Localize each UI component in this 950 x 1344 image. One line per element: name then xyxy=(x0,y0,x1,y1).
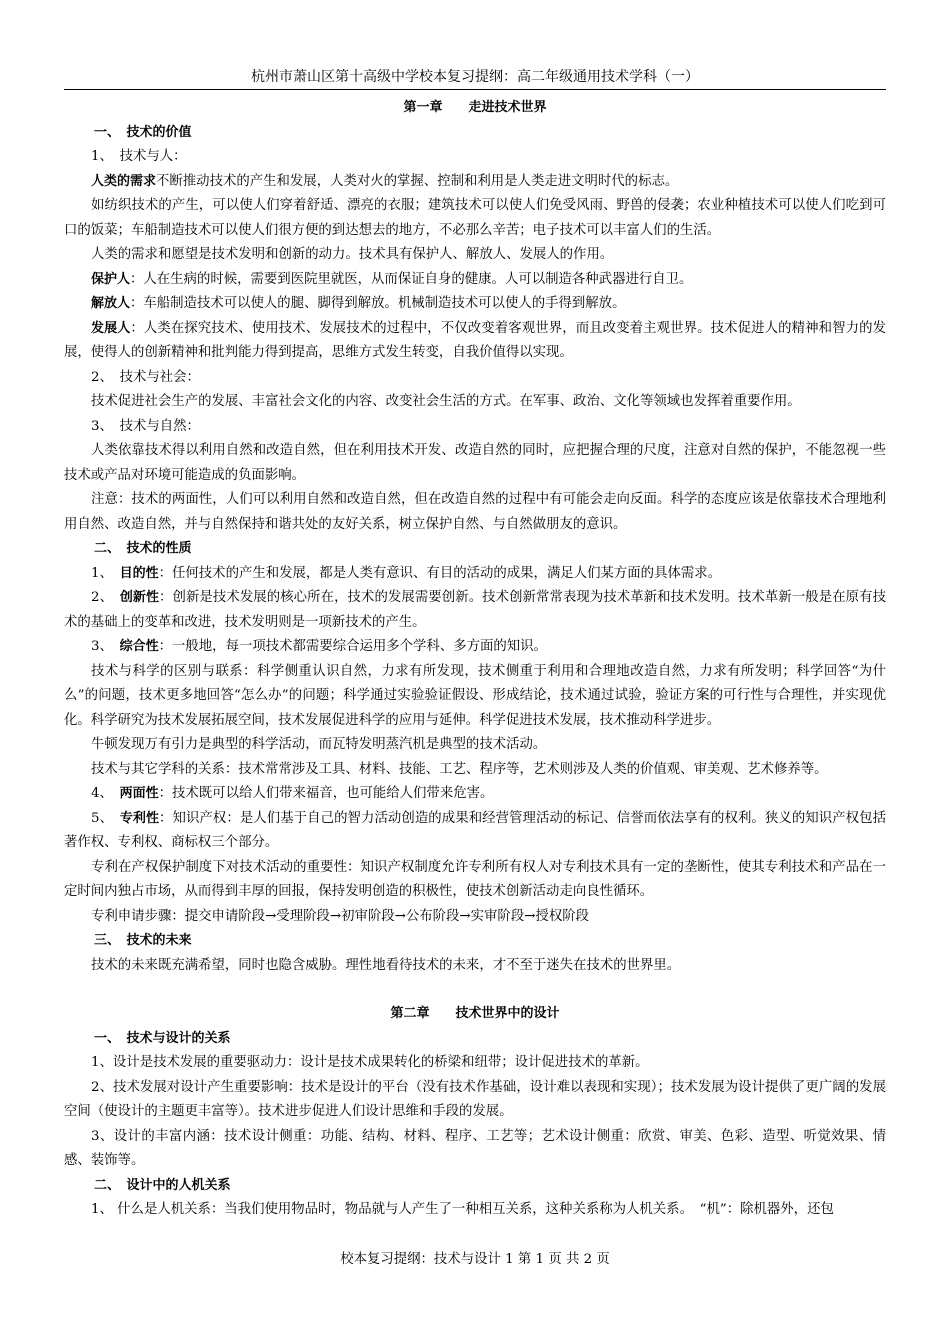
section-heading: 一、 技术的价值 xyxy=(94,124,192,140)
list-item: 4、 两面性：技术既可以给人们带来福音，也可能给人们带来危害。 xyxy=(91,786,494,801)
section-heading: 三、 技术的未来 xyxy=(94,933,192,948)
paragraph: 技术与科学的区别与联系：科学侧重认识自然，力求有所发现，技术侧重于利用和合理地改造自然，力求有所发明；科学回答“为什么”的问题，技术更多地回答“怎么办”的问题；科学通过实验验证假设、形成结论，技术通过试验，验证方案的可行性与合理性，并实现优化。科学研究为技术发展拓展空间，技术发展促进科学的应用与延伸。科学促进技术发展，技术推动科学进步。 xyxy=(64,663,886,728)
paragraph: 专利在产权保护制度下对技术活动的重要性：知识产权制度允许专利所有权人对专利技术具有一定的垄断性，使其专利技术和产品在一定时间内独占市场，从而得到丰厚的回报，保持发明创造的积极性，使技术创新活动走向良性循环。 xyxy=(64,859,886,899)
term: 人类的需求 xyxy=(91,173,157,189)
list-item: 5、 专利性：知识产权：是人们基于自己的智力活动创造的成果和经营管理活动的标记、信誉而依法享有的权利。狭义的知识产权包括著作权、专利权、商标权三个部分。 xyxy=(64,810,886,850)
paragraph: 专利申请步骤：提交申请阶段→受理阶段→初审阶段→公布阶段→实审阶段→授权阶段 xyxy=(91,908,589,924)
paragraph: 人类依靠技术得以利用自然和改造自然，但在利用技术开发、改造自然的同时，应把握合理的尺度，注意对自然的保护，不能忽视一些技术或产品对环境可能造成的负面影响。 xyxy=(64,443,886,483)
paragraph: 2、技术发展对设计产生重要影响：技术是设计的平台（没有技术作基础，设计难以表现和实现）；技术发展为设计提供了更广阔的发展空间（使设计的主题更丰富等）。技术进步促进人们设计思维和手段的发展。 xyxy=(64,1079,886,1119)
section-heading: 二、 技术的性质 xyxy=(94,541,192,556)
term: 发展人 xyxy=(91,320,131,336)
paragraph: 人类的需求和愿望是技术发明和创新的动力。技术具有保护人、解放人、发展人的作用。 xyxy=(91,247,614,262)
paragraph: 技术促进社会生产的发展、丰富社会文化的内容、改变社会生活的方式。在军事、政治、文化等领域也发挥着重要作用。 xyxy=(91,394,801,409)
page-header: 杭州市萧山区第十高级中学校本复习提纲：高二年级通用技术学科（一） xyxy=(64,66,886,90)
paragraph: 如纺织技术的产生，可以使人们穿着舒适、漂亮的衣服；建筑技术可以使人们免受风雨、野兽的侵袭；农业种植技术可以使人们吃到可口的饭菜；车船制造技术可以使人们很方便的到达想去的地方，不必那么辛苦；电子技术可以丰富人们的生活。 xyxy=(64,198,886,238)
list-item: 3、 综合性：一般地，每一项技术都需要综合运用多个学科、多方面的知识。 xyxy=(91,639,547,654)
paragraph: 解放人：车船制造技术可以使人的腿、脚得到解放。机械制造技术可以使人的手得到解放。 xyxy=(91,296,626,311)
paragraph: 保护人：人在生病的时候，需要到医院里就医，从而保证自身的健康。人可以制造各种武器进行自卫。 xyxy=(91,271,693,287)
paragraph: 1、 什么是人机关系：当我们使用物品时，物品就与人产生了一种相互关系，这种关系称为人机关系。 “机”：除机器外，还包 xyxy=(91,1202,834,1217)
paragraph: 3、设计的丰富内涵：技术设计侧重：功能、结构、材料、程序、工艺等；艺术设计侧重：欣赏、审美、色彩、造型、听觉效果、情感、装饰等。 xyxy=(64,1128,886,1168)
paragraph: 牛顿发现万有引力是典型的科学活动，而瓦特发明蒸汽机是典型的技术活动。 xyxy=(91,737,547,752)
section-heading: 二、 设计中的人机关系 xyxy=(94,1177,231,1193)
subsection-heading: 2、 技术与社会： xyxy=(91,369,200,385)
paragraph: 技术与其它学科的关系：技术常常涉及工具、材料、技能、工艺、程序等，艺术则涉及人类的价值观、审美观、艺术修养等。 xyxy=(91,761,828,777)
document-body xyxy=(64,96,886,1223)
subsection-heading: 3、 技术与自然： xyxy=(91,418,200,434)
list-item: 1、 目的性：任何技术的产生和发展，都是人类有意识、有目的活动的成果，满足人们某方面的具体需求。 xyxy=(91,565,722,581)
term: 解放人 xyxy=(91,296,131,311)
term: 综合性 xyxy=(119,639,159,654)
paragraph: 技术的未来既充满希望，同时也隐含威胁。理性地看待技术的未来，才不至于迷失在技术的世界里。 xyxy=(91,957,681,973)
spacer xyxy=(64,978,886,1002)
term: 两面性 xyxy=(119,786,159,801)
chapter-2-title: 第二章 技术世界中的设计 xyxy=(390,1006,560,1021)
paragraph: 注意：技术的两面性，人们可以利用自然和改造自然，但在改造自然的过程中有可能会走向反面。科学的态度应该是依靠技术合理地利用自然、改造自然，并与自然保持和谐共处的友好关系，树立保护自然、与自然做朋友的意识。 xyxy=(64,492,886,532)
paragraph: 1、设计是技术发展的重要驱动力：设计是技术成果转化的桥梁和纽带；设计促进技术的革新。 xyxy=(91,1055,649,1070)
paragraph: 发展人：人类在探究技术、使用技术、发展技术的过程中，不仅改变着客观世界，而且改变着主观世界。技术促进人的精神和智力的发展，使得人的创新精神和批判能力得到提高，思维方式发生转变，自我价值得以实现。 xyxy=(64,320,886,360)
section-heading: 一、 技术与设计的关系 xyxy=(94,1030,231,1046)
list-item: 2、 创新性：创新是技术发展的核心所在，技术的发展需要创新。技术创新常常表现为技术革新和技术发明。技术革新一般是在原有技术的基础上的变革和改进，技术发明则是一项新技术的产生。 xyxy=(64,590,886,630)
term: 专利性 xyxy=(119,810,160,826)
subsection-heading: 1、 技术与人： xyxy=(91,149,187,164)
term: 创新性 xyxy=(119,590,160,605)
paragraph: 人类的需求不断推动技术的产生和发展，人类对火的掌握、控制和利用是人类走进文明时代的标志。 xyxy=(91,173,679,189)
term: 保护人 xyxy=(91,271,131,287)
page-footer: 校本复习提纲：技术与设计 1 第 1 页 共 2 页 xyxy=(340,1252,610,1267)
term: 目的性 xyxy=(119,565,159,581)
chapter-1-title: 第一章 走进技术世界 xyxy=(403,100,547,115)
